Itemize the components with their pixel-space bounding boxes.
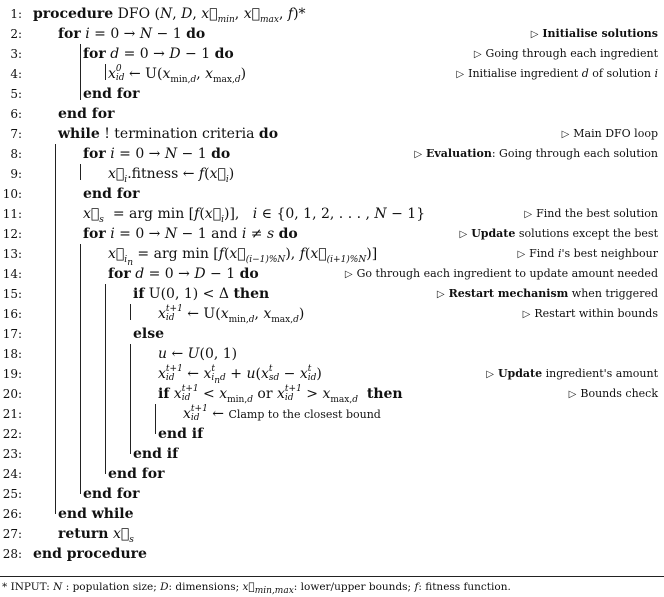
line-comment: ▷ Restart mechanism when triggered	[436, 287, 658, 300]
line-number: 21:	[2, 407, 22, 421]
comment-triangle-icon: ▷	[530, 29, 539, 40]
line-number: 28:	[2, 547, 22, 561]
code-statement: end for	[58, 106, 115, 122]
line-number: 16:	[2, 307, 22, 321]
line-number: 7:	[10, 127, 22, 141]
line-number: 19:	[2, 367, 22, 381]
code-statement: $x⃗_i.fitness$ ← $f(x⃗_i)$	[108, 166, 235, 185]
scope-bar-update-for	[80, 244, 81, 494]
algorithm-line	[0, 304, 664, 324]
line-number: 8:	[10, 147, 22, 161]
line-comment: ▷ Bounds check	[568, 387, 658, 400]
comment-triangle-icon: ▷	[486, 369, 494, 380]
algorithm-line	[0, 64, 664, 84]
algorithm-line	[0, 4, 664, 24]
comment-triangle-icon: ▷	[517, 249, 526, 260]
scope-bar-eval-for	[80, 164, 81, 180]
line-number: 15:	[2, 287, 22, 301]
code-statement: x t+1 id ← Clamp to the closest bound	[183, 404, 381, 423]
code-statement: x t+1 id ← $U(x_{min,d}$, $x_{max,d}$)	[158, 304, 305, 325]
algorithm-line	[0, 384, 664, 404]
code-statement: for i = 0 → N − 1 and i ≠ s do	[83, 226, 298, 242]
algorithm-line	[0, 544, 664, 564]
code-statement: x t+1 id ← x t $i_nd$ + u(x t sd − x t id )	[158, 364, 322, 386]
code-statement: end for	[83, 486, 140, 502]
code-statement: u ← U(0, 1)	[158, 346, 238, 362]
scope-bar-inner-for	[105, 64, 106, 80]
code-statement: $x⃗_{i_n}$ = arg $\min [f(x⃗_{(i-1)\%N})$, $f(x⃗_{(i+1)\%N})$]	[108, 246, 378, 268]
code-statement: for d = 0 → D − 1 do	[83, 46, 234, 62]
line-number: 4:	[10, 67, 22, 81]
algorithm-line	[0, 164, 664, 184]
line-number: 23:	[2, 447, 22, 461]
algorithm-line	[0, 104, 664, 124]
line-comment: ▷ Evaluation: Going through each solution	[414, 147, 658, 160]
line-number: 10:	[2, 187, 22, 201]
algorithm-line	[0, 84, 664, 104]
algorithm-line	[0, 244, 664, 268]
scope-bar-outer-for	[80, 44, 81, 100]
line-number: 1:	[10, 7, 22, 21]
line-number: 25:	[2, 487, 22, 501]
algorithm-line	[0, 344, 664, 364]
comment-triangle-icon: ▷	[414, 149, 423, 160]
scope-bar-else	[130, 344, 131, 454]
line-comment: ▷ Main DFO loop	[561, 127, 658, 140]
code-statement: return $x⃗_s$	[58, 526, 134, 545]
algorithm-line	[0, 404, 664, 424]
algorithm-line	[0, 444, 664, 464]
footnote-rule	[0, 576, 664, 577]
algorithm-line	[0, 484, 664, 504]
algorithm-line	[0, 284, 664, 304]
algorithm-line	[0, 184, 664, 204]
algorithm-line	[0, 264, 664, 284]
comment-triangle-icon: ▷	[524, 209, 533, 220]
line-comment: ▷ Find i's best neighbour	[517, 247, 658, 260]
line-number: 14:	[2, 267, 22, 281]
algorithm-line	[0, 464, 664, 484]
scope-bar-if-restart	[130, 304, 131, 320]
code-statement: while ! termination criteria do	[58, 126, 279, 142]
code-statement: if x t+1 id < $x_{min,d}$ or x t+1 id > $x_{max,d}$ then	[158, 384, 403, 405]
code-statement: $x⃗_s$ = arg $\min [f(x⃗_i)]$, i ∈ {0, 1, 2, . . . , N − 1}	[83, 206, 426, 225]
line-comment: ▷ Update ingredient's amount	[486, 367, 658, 380]
code-statement: for i = 0 → N − 1 do	[58, 26, 206, 42]
algorithm-line	[0, 504, 664, 524]
comment-triangle-icon: ▷	[344, 269, 353, 280]
line-number: 13:	[2, 247, 22, 261]
line-number: 27:	[2, 527, 22, 541]
comment-triangle-icon: ▷	[561, 129, 570, 140]
line-number: 11:	[2, 207, 22, 221]
code-statement: procedure DFO (N, D, $x⃗_{min}$, $x⃗_{max}$, f)*	[33, 6, 306, 25]
scope-bar-if-bounds	[155, 404, 156, 434]
code-statement: x 0 id ← $U(x_{min,d}$, $x_{max,d}$)	[108, 64, 247, 85]
line-number: 2:	[10, 27, 22, 41]
line-comment: ▷ Find the best solution	[524, 207, 658, 220]
code-statement: if U(0, 1) < Δ then	[133, 286, 270, 302]
code-statement: for d = 0 → D − 1 do	[108, 266, 259, 282]
code-statement: end for	[108, 466, 165, 482]
line-number: 18:	[2, 347, 22, 361]
line-number: 20:	[2, 387, 22, 401]
algorithm-line	[0, 144, 664, 164]
line-comment: ▷ Update solutions except the best	[459, 227, 658, 240]
line-number: 12:	[2, 227, 22, 241]
algorithm-line	[0, 204, 664, 224]
algorithm-line	[0, 364, 664, 384]
code-statement: end for	[83, 186, 140, 202]
code-statement: for i = 0 → N − 1 do	[83, 146, 231, 162]
algorithm-line	[0, 124, 664, 144]
line-number: 17:	[2, 327, 22, 341]
line-comment: ▷ Restart within bounds	[522, 307, 658, 320]
line-number: 24:	[2, 467, 22, 481]
code-statement: end procedure	[33, 546, 147, 562]
scope-bar-while	[55, 144, 56, 514]
algorithm-line	[0, 324, 664, 344]
footnote: * INPUT: N : population size; D: dimensions; $x⃗_{min,max}$: lower/upper bounds; f: fitness function.	[2, 581, 511, 597]
line-number: 9:	[10, 167, 22, 181]
algorithm-line	[0, 424, 664, 444]
comment-triangle-icon: ▷	[568, 389, 577, 400]
algorithm-line	[0, 24, 664, 44]
algorithm-line	[0, 224, 664, 244]
line-number: 6:	[10, 107, 22, 121]
comment-triangle-icon: ▷	[459, 229, 468, 240]
code-statement: else	[133, 326, 165, 342]
line-comment: ▷ Initialise solutions	[530, 27, 658, 40]
comment-triangle-icon: ▷	[473, 49, 482, 60]
algorithm-line	[0, 524, 664, 544]
code-statement: end for	[83, 86, 140, 102]
line-number: 22:	[2, 427, 22, 441]
scope-bar-ingredient-for	[105, 284, 106, 474]
comment-triangle-icon: ▷	[456, 69, 465, 80]
code-statement: end while	[58, 506, 134, 522]
line-comment: ▷ Go through each ingredient to update amount needed	[344, 267, 658, 280]
line-number: 3:	[10, 47, 22, 61]
comment-triangle-icon: ▷	[522, 309, 531, 320]
line-number: 26:	[2, 507, 22, 521]
line-number: 5:	[10, 87, 22, 101]
line-comment: ▷ Initialise ingredient d of solution i	[456, 67, 658, 80]
line-comment: ▷ Going through each ingredient	[473, 47, 658, 60]
code-statement: end if	[158, 426, 204, 442]
comment-triangle-icon: ▷	[436, 289, 445, 300]
algorithm-line	[0, 44, 664, 64]
code-statement: end if	[133, 446, 179, 462]
